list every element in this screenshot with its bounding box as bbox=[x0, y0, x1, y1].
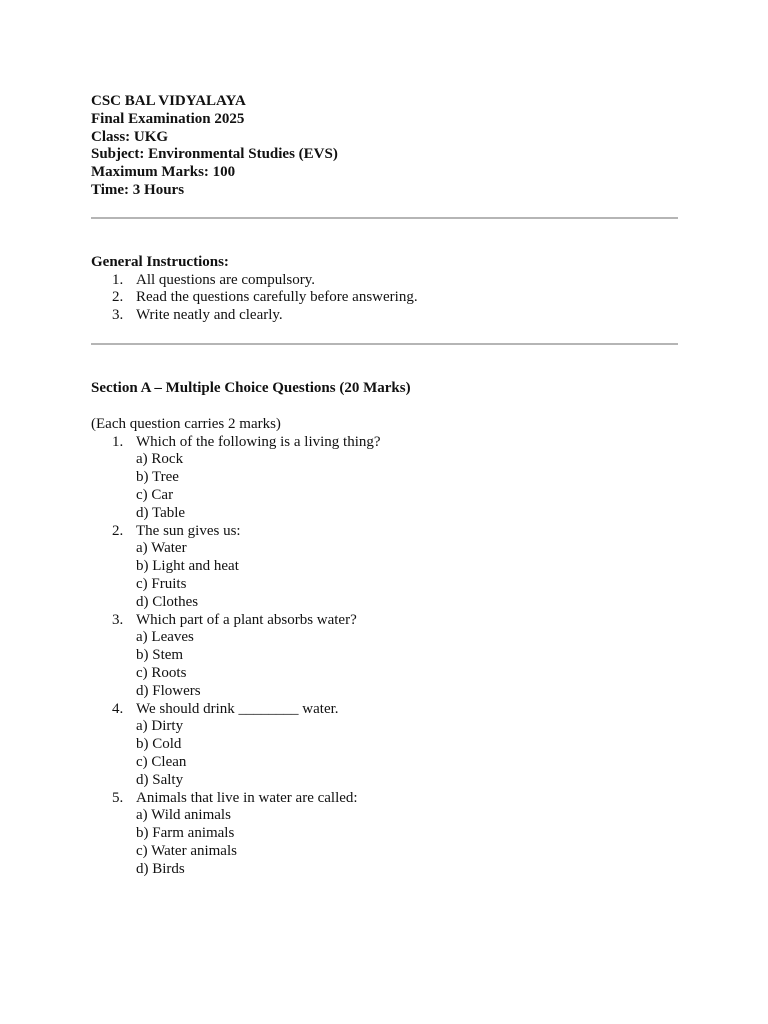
option-item: c) Clean bbox=[136, 753, 187, 770]
option-item: b) Cold bbox=[136, 736, 182, 753]
option-item: a) Water bbox=[136, 540, 187, 557]
question-number: 2. bbox=[112, 522, 124, 539]
instruction-number: 3. bbox=[112, 307, 124, 324]
option-item: d) Birds bbox=[136, 860, 185, 877]
option-item: d) Table bbox=[136, 504, 186, 521]
question-number: 4. bbox=[112, 700, 124, 717]
question-item bbox=[91, 790, 678, 879]
option-item: d) Clothes bbox=[136, 593, 199, 610]
question-number: 3. bbox=[112, 611, 124, 628]
option-item: a) Leaves bbox=[136, 629, 194, 646]
option-item: c) Water animals bbox=[136, 842, 237, 859]
question-item bbox=[91, 523, 678, 612]
option-list bbox=[136, 451, 678, 522]
instruction-item bbox=[91, 272, 678, 290]
option-item: a) Dirty bbox=[136, 718, 184, 735]
max-marks-label: Maximum Marks: 100 bbox=[91, 164, 236, 181]
question-item bbox=[91, 701, 678, 790]
question-number: 1. bbox=[112, 433, 124, 450]
question-text: Which of the following is a living thing? bbox=[136, 433, 381, 450]
instruction-text: All questions are compulsory. bbox=[136, 271, 315, 288]
instruction-number: 1. bbox=[112, 271, 124, 288]
instruction-text: Write neatly and clearly. bbox=[136, 307, 283, 324]
instruction-text: Read the questions carefully before answering. bbox=[136, 289, 418, 306]
instructions-list bbox=[91, 272, 678, 325]
instruction-item bbox=[91, 307, 678, 325]
option-item: d) Flowers bbox=[136, 682, 201, 699]
option-list bbox=[136, 629, 678, 700]
option-item: c) Fruits bbox=[136, 575, 187, 592]
section-a-note: (Each question carries 2 marks) bbox=[91, 415, 281, 432]
exam-header bbox=[91, 93, 678, 200]
question-text: Which part of a plant absorbs water? bbox=[136, 611, 357, 628]
subject-label: Subject: Environmental Studies (EVS) bbox=[91, 146, 338, 163]
option-item: c) Roots bbox=[136, 664, 187, 681]
option-item: d) Salty bbox=[136, 771, 184, 788]
option-list bbox=[136, 718, 678, 789]
exam-title: Final Examination 2025 bbox=[91, 110, 245, 127]
option-item: a) Rock bbox=[136, 451, 184, 468]
class-label: Class: UKG bbox=[91, 128, 169, 145]
section-a-heading: Section A – Multiple Choice Questions (20 Marks) bbox=[91, 379, 411, 396]
question-text: The sun gives us: bbox=[136, 522, 241, 539]
question-list bbox=[91, 434, 678, 879]
option-item: c) Car bbox=[136, 486, 174, 503]
option-item: a) Wild animals bbox=[136, 807, 231, 824]
question-item bbox=[91, 612, 678, 701]
question-number: 5. bbox=[112, 789, 124, 806]
instruction-item bbox=[91, 289, 678, 307]
option-list bbox=[136, 807, 678, 878]
question-text: We should drink ________ water. bbox=[136, 700, 339, 717]
divider bbox=[91, 343, 678, 345]
instructions-heading: General Instructions: bbox=[91, 253, 229, 270]
option-item: b) Tree bbox=[136, 469, 179, 486]
school-name: CSC BAL VIDYALAYA bbox=[91, 93, 246, 109]
option-item: b) Light and heat bbox=[136, 558, 239, 575]
divider bbox=[91, 217, 678, 219]
instruction-number: 2. bbox=[112, 289, 124, 306]
question-item bbox=[91, 434, 678, 523]
option-item: b) Farm animals bbox=[136, 825, 235, 842]
option-list bbox=[136, 540, 678, 611]
question-text: Animals that live in water are called: bbox=[136, 789, 358, 806]
time-label: Time: 3 Hours bbox=[91, 181, 185, 198]
option-item: b) Stem bbox=[136, 647, 184, 664]
